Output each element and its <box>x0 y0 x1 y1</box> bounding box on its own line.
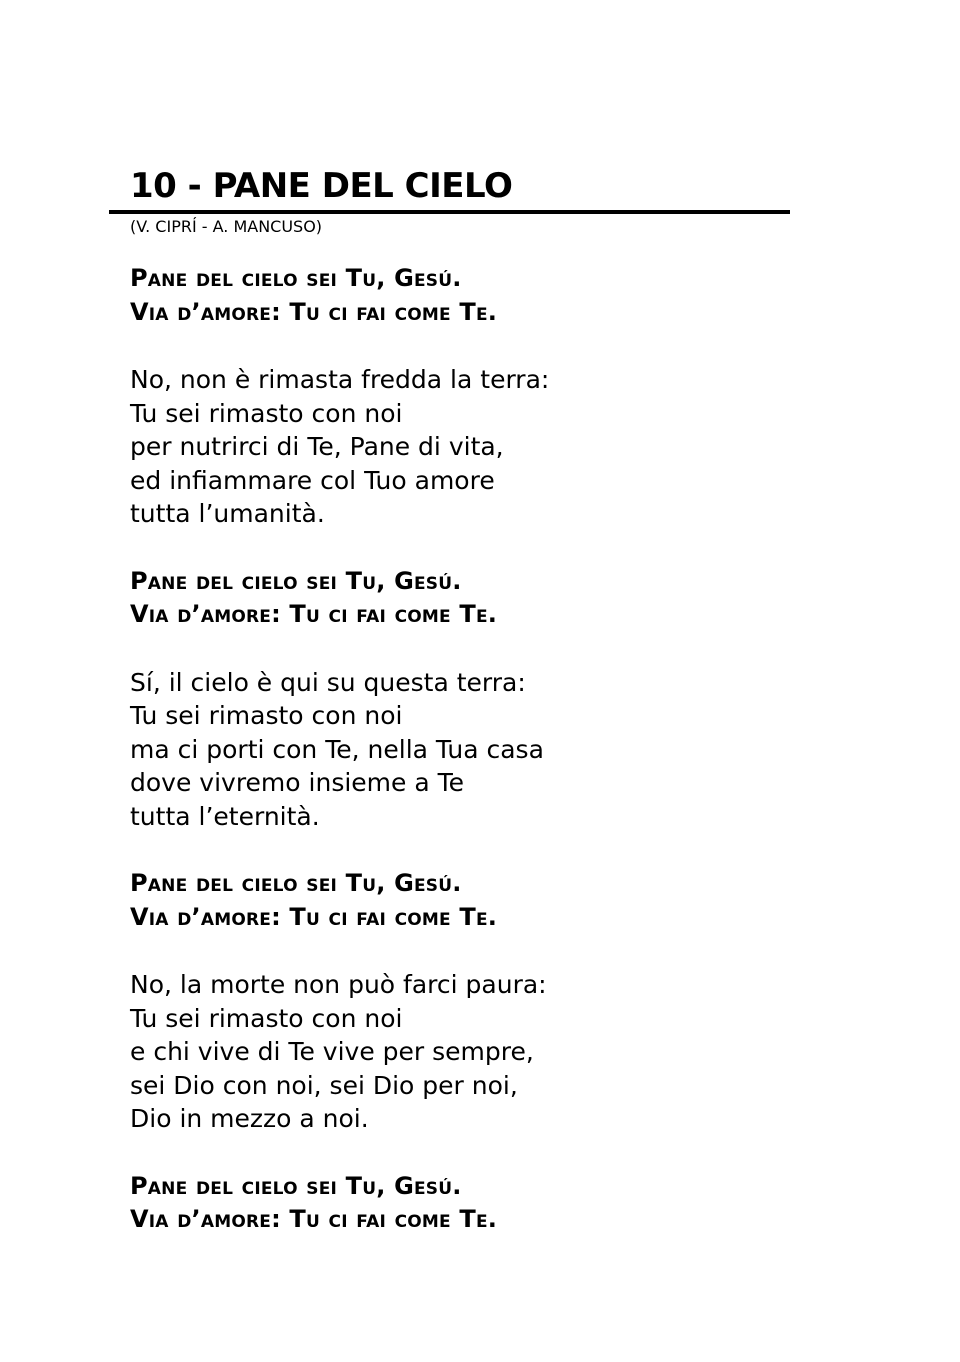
refrain-line: Pane del cielo sei Tu, Gesú. <box>130 264 462 292</box>
verse-line: Dio in mezzo a noi. <box>130 1104 369 1133</box>
refrain-line: Via d’amore: Tu ci fai come Te. <box>130 1205 498 1233</box>
refrain-block <box>130 262 830 329</box>
refrain-line: Pane del cielo sei Tu, Gesú. <box>130 869 462 897</box>
refrain-block <box>130 867 830 934</box>
verse-line: tutta l’eternità. <box>130 801 320 831</box>
refrain-line: Via d’amore: Tu ci fai come Te. <box>130 297 498 326</box>
verse-line: e chi vive di Te vive per sempre, <box>130 1037 534 1066</box>
verse-line: No, non è rimasta fredda la terra: <box>130 365 550 394</box>
verse-line: No, la morte non può farci paura: <box>130 970 547 999</box>
verse-line: dove vivremo insieme a Te <box>130 768 465 797</box>
verse-line: Tu sei rimasto con noi <box>130 398 403 428</box>
refrain-block <box>130 565 830 632</box>
verse-line: Sí, il cielo è qui su questa terra: <box>130 667 526 697</box>
verse-line: per nutrirci di Te, Pane di vita, <box>130 432 504 461</box>
song-lyrics <box>130 262 830 1271</box>
verse-line: ma ci porti con Te, nella Tua casa <box>130 734 544 764</box>
verse-line: tutta l’umanità. <box>130 499 325 528</box>
refrain-block <box>130 1170 830 1237</box>
song-authors: (V. CIPRÍ - A. MANCUSO) <box>130 217 323 236</box>
verse-block <box>130 666 830 834</box>
refrain-line: Via d’amore: Tu ci fai come Te. <box>130 600 498 628</box>
verse-line: Tu sei rimasto con noi <box>130 701 403 730</box>
song-title: 10 - PANE DEL CIELO <box>130 166 513 206</box>
verse-block <box>130 363 830 531</box>
verse-block <box>130 968 830 1136</box>
verse-line: sei Dio con noi, sei Dio per noi, <box>130 1070 518 1100</box>
verse-line: Tu sei rimasto con noi <box>130 1003 403 1033</box>
refrain-line: Pane del cielo sei Tu, Gesú. <box>130 566 462 595</box>
title-underline <box>109 210 790 214</box>
refrain-line: Via d’amore: Tu ci fai come Te. <box>130 902 498 931</box>
verse-line: ed infiammare col Tuo amore <box>130 465 495 495</box>
refrain-line: Pane del cielo sei Tu, Gesú. <box>130 1171 462 1200</box>
